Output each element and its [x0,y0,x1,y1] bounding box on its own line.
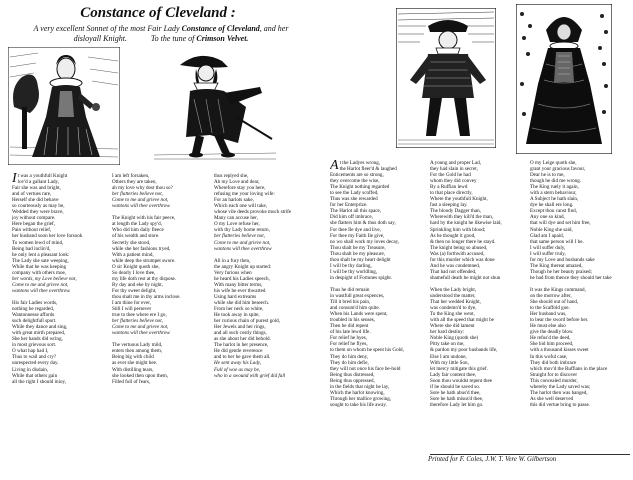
verse-line: Others they are taken, [112,179,157,186]
verse-line: From her neck so white, [214,306,264,313]
verse-line: troubled in his senses, [330,317,375,324]
verse-line: understood the matter, [430,293,476,300]
verse-line: For thee Ile dye and live, [330,226,381,233]
verse-line: & then no longer there he stayd. [430,238,496,245]
verse-line: with a thousand kisses sweet [530,347,589,354]
verse-line: O my Love refuse her, [214,221,260,228]
verse-line: let mercy mitigate this grief. [430,365,488,372]
verse-line: nothing he regarded, [12,306,55,313]
verse-line: Being big with child [112,354,154,361]
tune-name: Crimson Velvet. [196,33,249,43]
verse-line: Any one so kind, [530,214,565,221]
verse-line: Which each one will take, [214,203,268,210]
verse-line: The Harlot all this space, [330,208,382,215]
refrain-line: Come to me and grieve not, [112,197,169,204]
verse-line: Where the youthfull Knight, [430,196,488,203]
verse-line: The King thereat amazed, [530,262,583,269]
drop-cap: A [330,160,339,173]
verse-line: They did both imbrace [530,359,577,366]
verse-line: in the fields that night he lay, [330,383,390,390]
verse-line: To women lewd of mind, [12,239,64,246]
verse-line: though he did me wrong. [530,178,582,185]
verse-line: my life doth rest at thy dispose. [112,275,177,282]
verse-line: Which the harlot knowing, [330,389,385,396]
verse-line: joy without compare. [12,215,56,222]
verse-line: refusing me your loving wife: [214,191,275,198]
verse-line: It was the Kings command, [530,286,586,293]
ballad-title: Constance of Cleveland : [80,5,236,21]
verse-line: that same person will I be. [530,238,584,245]
verse-line: A Subject he hath slain, [530,196,579,203]
verse-line: The Knight with his fair peece, [112,215,176,222]
verse-line: with great mirth prepared, [12,330,66,337]
verse-line: Wherewith they kill'd the man, [430,214,494,221]
verse-line: they had slain in secret, [430,166,478,173]
verse-line: To the King she went, [430,311,475,318]
verse-line: grant your gracious favour, [530,166,586,173]
verse-line: Very furious when [214,269,252,276]
verse-line: Sore he hath misus'd thee, [430,395,484,402]
verse-line: this did vertue bring to passe. [530,401,590,408]
verse-line: Through her mallice growing, [330,395,392,402]
dark-lady-figure-icon [516,4,612,154]
verse-line: Herself she did behave [12,197,59,204]
refrain-line: Come to me and grieve not, [12,281,69,288]
verse-line: With my little Son, [430,359,469,366]
refrain-line: her flatteries believe not, [112,191,163,198]
verse-line: was condemn'd to dye, [430,305,477,312]
verse-line: Pitty take on me, [430,341,465,348]
verse-line: For the Gold he had [430,172,471,179]
verse-line: Though he her beauty praised; [530,268,592,275]
verse-line: Noble King she said, [530,226,573,233]
verse-line: The Knight nothing regarded [330,184,390,191]
verse-line: It was a youthfull Knight [12,173,68,186]
refrain-line: wantons will thee overthrow. [112,203,171,210]
verse-line: with all the speed that might be [430,317,494,324]
refrain-line: Full of woe as may be, [214,366,261,373]
verse-line: if he should be saved so. [430,383,481,390]
verse-line: He refus'd the deed, [530,335,571,342]
verse-line: Soon thou wouldst repent thee [430,377,492,384]
verse-line: While that he was keeping [12,263,67,270]
verse-line: Here began the grief, [12,221,55,228]
verse-line: while she her fashions tryed, [112,245,171,252]
verse-line: The vertuous Lady mild, [112,342,163,349]
refrain-line: her flatteries believe not, [214,233,265,240]
left-column-1 [12,173,110,473]
verse-line: In this woful case, [530,353,568,360]
verse-line: Else I am undone, [430,353,467,360]
verse-line: She should out of hand, [530,299,579,306]
verse-line: her husband soon her love forsook [12,233,83,240]
verse-line: Who did him daily fleece [112,227,164,234]
verse-line: As he thought it good, [430,232,476,239]
verse-line: in wastfull great expences, [330,293,385,300]
cavalier-figure-icon [150,47,280,165]
verse-line: He must else also [530,323,566,330]
verse-line: Pain without relief, [12,227,52,234]
verse-line: The Lady she sate weeping, [12,257,69,264]
verse-line: with a stern behaviour, [530,190,577,197]
verse-line: of his wealth and store. [112,233,160,240]
refrain-line: He sent away his Lady, [214,360,262,367]
verse-line: His fair Ladies words, [12,299,58,306]
verse-line: For relief he hyes, [330,335,368,342]
verse-line: unrespected every day. [12,360,59,367]
verse-line: Was (a) forthwith accused, [430,250,485,257]
verse-line: With distilling tears, [112,366,154,373]
verse-line: he only lent a pleasant look: [12,251,70,258]
verse-line: Enticements are so strong, [330,172,384,179]
verse-line: Sprinkling him with blood; [430,226,486,233]
verse-line: to them on whom he spent his Gold, [330,347,404,354]
verse-line: Thou shalt be my Treasure, [330,244,386,251]
verse-line: I will suffer truly, [530,250,566,257]
verse-line: A young and proper Lad, [430,160,482,166]
verse-line: He did gentle reverence [214,348,263,355]
verse-line: to that place directly, [430,190,473,197]
verse-line: thou shalt me in thy arms inclose. [112,293,181,300]
verse-line: for her Enterprize. [330,202,368,209]
verse-line: she looked then upon them, [112,372,169,379]
verse-line: I am thine for ever, [112,299,151,306]
verse-line: thus replyed she, [214,173,249,179]
verse-line: they overcome the wise, [330,178,380,185]
verse-line: & pardon my poor husbands life, [430,347,498,354]
verse-line: Thou shalt be my pleasure, [330,250,386,257]
verse-line: While they dance and sing, [12,324,68,331]
verse-line: Thus he did remain [330,286,370,293]
verse-line: Being thus distressed, [330,371,375,378]
verse-line: he heard his Ladies speech, [214,275,270,282]
verse-line: Ah my Love and dear, [214,179,260,186]
right-page [318,0,633,480]
refrain-line: who in a swound with grief did fall [214,372,286,379]
verse-line: on the morrow after, [530,293,572,300]
verse-line: such delightfull sport. [12,318,57,325]
verse-line: whereby the Lady saved was; [530,383,591,390]
verse-line: While that others gain [12,372,58,379]
verse-line: they will not once his face be-hold [330,365,401,372]
verse-line: to the Scaffold goe. [530,305,570,312]
verse-line: so courteously as may be, [12,203,65,210]
verse-line: of his late lewd life. [330,329,371,336]
verse-line: I will be thy worldling, [330,268,378,275]
verse-line: her curious chain of purest gold, [214,318,280,325]
verse-line: Living in disdain, [12,366,49,373]
verse-line: lov'd a gallant Lady, [17,179,59,186]
verse-line: Glad am I apaid, [530,232,564,239]
verse-line: dye he shall ere long. [530,202,574,209]
verse-line: sought to take his life away. [330,401,387,408]
woman-figure-icon [8,47,120,165]
verse-line: in despight of Fortunes spight. [330,274,393,281]
armored-figure-icon [396,8,496,148]
verse-line: Her Jewels and her rings, [214,324,266,331]
verse-line: with thy Lady home return, [214,227,270,234]
verse-line: As she well deserved [530,395,574,402]
verse-line: At the Ladyes wrong, [330,160,381,173]
verse-line: O my Leige quoth she, [530,160,577,166]
verse-line: and all such costly things, [214,330,267,337]
verse-line: Using hard extreams [214,293,257,300]
printer-rule [430,454,630,455]
verse-line: The bloody Dagger than, [430,208,481,215]
verse-line: For an harlots sake, [214,197,254,204]
verse-line: true to thee where ere I go, [112,312,167,319]
verse-line: to see the Lady scoffed, [330,190,379,197]
verse-line: All in a fury then, [214,257,251,264]
verse-line: the Harlot fleer'd & laughed [339,166,397,173]
verse-line: O sir Knight quoth she, [112,263,160,270]
verse-line: shamefull death he might not shun [430,274,501,281]
verse-line: while deep the strumpet swore. [112,257,176,264]
refrain-line: wantons will thee overthrow [214,245,272,252]
left-column-3 [214,173,314,473]
verse-line: whom they did convey [430,178,477,185]
refrain-line: Come to me and grieve not, [214,239,271,246]
verse-line: That had not offended, [430,268,477,275]
verse-line: Thus was she rewarded [330,196,378,203]
verse-line: They do him defie, [330,359,369,366]
verse-line: I am left forsaken, [112,173,150,179]
verse-line: For thy sweet delight, [112,287,157,294]
verse-line: With many bitter terms, [214,281,263,288]
refrain-line: her words, my Love believe not, [12,275,77,282]
ballad-subtitle: A very excellent Sonnet of the most Fair Lady Constance of Cleveland, and her disloyall Knight. To the tune of Crimson Velvet. [33,24,289,43]
verse-line: O what hap had I, [12,348,49,355]
verse-line: He took away in spite, [214,312,260,319]
verse-line: Noble King (quoth she) [430,335,479,342]
verse-line: he bad from thence they should her take [530,274,612,281]
verse-line: Till it bred his pain, [330,299,371,306]
verse-line: Wedded they were brave, [12,209,64,216]
verse-line: to bear the sword before her. [530,317,589,324]
verse-line: thou shalt be my heart delight [330,256,391,263]
verse-line: For thee my Faith Ile give, [330,232,385,239]
verse-line: which mov'd the Ruffians in the place [530,365,608,372]
verse-line: and consum'd him quite. [330,305,380,312]
verse-line: She bid him proceed, [530,341,574,348]
verse-line: That her wedded Knight, [430,299,481,306]
verse-line: Her husband was, [530,311,567,318]
verse-line: When his Lands were spent, [330,311,388,318]
heroine-name: Constance of Cleveland [181,24,260,33]
verse-line: Where she did lament [430,323,475,330]
verse-line: I will suffer duly, [530,244,566,251]
verse-line: Still I will persever [112,306,152,313]
verse-line: his wife he ever thwarted [214,287,266,294]
verse-line: in most grievous sort. [12,342,57,349]
left-column-2 [112,173,212,473]
verse-line: enters then among them, [112,348,163,355]
refrain-line: her flatteries believe not, [112,318,163,325]
verse-line: while she did him beseech. [214,299,270,306]
verse-line: for this murder which was done [430,256,495,263]
refrain-line: wantons will thee overthrow. [12,287,71,294]
verse-line: By day and eke by night, [112,281,163,288]
verse-line: Then he did repent [330,323,369,330]
refrain-line: Come to me and grieve not, [112,324,169,331]
verse-line: They do him deny, [330,353,369,360]
verse-line: The harlot then was hanged, [530,389,588,396]
verse-line: Straight for to discover [530,371,578,378]
verse-line: her hard destiny: [430,329,465,336]
verse-line: The King ruely it again, [530,184,579,191]
verse-line: Sore he hath abus'd thee, [430,389,481,396]
verse-line: She her hands did wring, [12,336,63,343]
verse-line: Being thus oppressed, [330,377,375,384]
verse-line: This concealed murder, [530,377,578,384]
right-column-2 [430,160,530,450]
verse-line: therefore Lady let him go. [430,401,484,408]
verse-line: for my Love and husbands sake [530,256,595,263]
verse-line: ah my love why dost thou so? [112,185,173,192]
verse-line: With a patient mind, [112,251,154,258]
verse-line: The harlot in her presence, [214,342,269,349]
verse-line: For relief he flyes, [330,341,368,348]
verse-line: Lady fair content thee, [430,371,477,378]
verse-line: Wherefore stay you here, [214,185,266,192]
verse-line: no wo shall work my loves decay, [330,238,400,245]
verse-line: Except thou canst find, [530,208,577,215]
verse-line: company with others moe, [12,269,67,276]
verse-line: So dearly I love thee, [112,269,156,276]
verse-line: Wantonnesse affords [12,312,55,319]
verse-line: and to her he gave them all. [214,354,271,361]
verse-line: And he was condemned, [430,262,481,269]
printer-imprint: Printed for F. Coles, J.W. T. Vere W. Gilbertson [428,456,557,463]
verse-line: Many can accuse her, [214,215,258,222]
verse-line: Fair she was and bright, [12,185,61,192]
verse-line: the angry Knight up started: [214,263,272,270]
verse-line: hard by the knight he likewise laid, [430,220,502,227]
verse-line: that will dye and set him free, [530,220,591,227]
verse-line: Did him off imbrace, [330,214,373,221]
right-column-1 [330,160,428,450]
verse-line: whose vile deeds provoke much strife [214,209,292,216]
verse-line: as ever she might bee. [112,360,158,367]
verse-line: Secretly she stood, [112,239,151,246]
verse-line: give the deadly blow. [530,329,574,336]
verse-line: The knight being so abused, [430,244,488,251]
verse-line: Filled full of fears, [112,378,151,385]
drop-cap: I [12,173,17,186]
verse-line: as she about her did behold. [214,336,271,343]
verse-line: Thus to wail and cry? [12,354,57,361]
refrain-line: wantons will thee overthrow. [112,330,171,337]
verse-line: Dear he is to me, [530,172,565,179]
verse-line: Being bad inclin'd, [12,245,51,252]
verse-line: at length the Lady spy'd, [112,221,163,228]
verse-line: I will be thy darling, [330,262,372,269]
verse-line: When the Lady bright, [430,286,477,293]
verse-line: By a Ruffian lewd [430,184,468,191]
verse-line: fast a sleeping lay. [430,202,468,209]
right-column-3 [530,160,633,450]
verse-line: and of vertues rare, [12,191,52,198]
left-page [0,0,316,480]
verse-line: all the right I should inioy, [12,378,66,385]
verse-line: she flatters him & thus doth say, [330,220,396,227]
